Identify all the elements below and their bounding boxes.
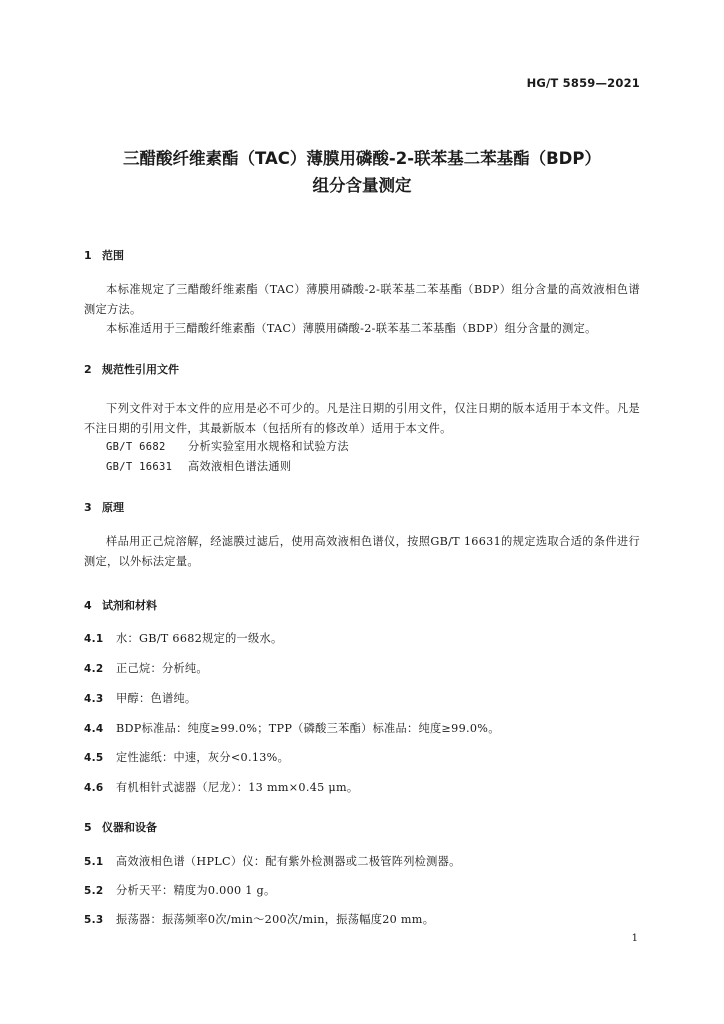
clause-number: 4.4 xyxy=(84,723,104,735)
section-number: 4 xyxy=(84,599,92,612)
reference-title: 高效液相色谱法通则 xyxy=(188,460,292,473)
section-number: 1 xyxy=(84,249,92,262)
section-3-paragraph-1: 样品用正己烷溶解，经滤膜过滤后，使用高效液相色谱仪，按照GB/T 16631的规定选取合适的条件进行测定，以外标法定量。 xyxy=(84,535,640,568)
section-number: 2 xyxy=(84,363,92,376)
section-title: 原理 xyxy=(102,501,124,514)
normative-reference xyxy=(106,438,349,454)
clause-number: 5.1 xyxy=(84,856,104,868)
section-3-heading xyxy=(84,499,124,515)
section-2-heading xyxy=(84,361,179,377)
section-title: 试剂和材料 xyxy=(102,599,157,612)
clause-item xyxy=(84,749,289,765)
clause-number: 4.3 xyxy=(84,693,104,705)
page-number: 1 xyxy=(631,933,638,944)
clause-item xyxy=(84,660,208,676)
document-title xyxy=(84,145,640,199)
clause-number: 5.3 xyxy=(84,914,104,926)
clause-text: 定性滤纸：中速，灰分<0.13%。 xyxy=(116,751,290,764)
clause-number: 4.5 xyxy=(84,752,104,764)
section-4-heading xyxy=(84,597,157,613)
normative-reference xyxy=(106,458,291,474)
standard-code: HG/T 5859—2021 xyxy=(526,76,640,90)
clause-item xyxy=(84,911,434,927)
clause-text: 正己烷：分析纯。 xyxy=(116,662,208,675)
clause-text: 水：GB/T 6682规定的一级水。 xyxy=(116,632,283,645)
clause-item xyxy=(84,630,283,646)
clause-text: 高效液相色谱（HPLC）仪：配有紫外检测器或二极管阵列检测器。 xyxy=(116,855,461,868)
clause-item xyxy=(84,690,196,706)
section-number: 5 xyxy=(84,821,92,834)
reference-code: GB/T 16631 xyxy=(106,461,173,473)
clause-text: 分析天平：精度为0.000 1 g。 xyxy=(116,884,276,897)
section-title: 范围 xyxy=(102,249,124,262)
section-title: 规范性引用文件 xyxy=(102,363,179,376)
clause-text: BDP标准品：纯度≥99.0%；TPP（磷酸三苯酯）标准品：纯度≥99.0%。 xyxy=(116,722,500,735)
clause-text: 振荡器：振荡频率0次/min～200次/min，振荡幅度20 mm。 xyxy=(116,913,435,926)
clause-number: 5.2 xyxy=(84,885,104,897)
section-2-paragraph-1: 下列文件对于本文件的应用是必不可少的。凡是注日期的引用文件，仅注日期的版本适用于本文件。凡是不注日期的引用文件，其最新版本（包括所有的修改单）适用于本文件。 xyxy=(84,402,640,435)
section-number: 3 xyxy=(84,501,92,514)
reference-code: GB/T 6682 xyxy=(106,441,166,453)
clause-number: 4.1 xyxy=(84,633,104,645)
clause-number: 4.2 xyxy=(84,663,104,675)
section-1-paragraph-1: 本标准规定了三醋酸纤维素酯（TAC）薄膜用磷酸-2-联苯基二苯基酯（BDP）组分含量的高效液相色谱测定方法。 xyxy=(84,283,640,316)
title-line-1: 三醋酸纤维素酯（TAC）薄膜用磷酸-2-联苯基二苯基酯（BDP） xyxy=(123,149,601,168)
clause-number: 4.6 xyxy=(84,782,104,794)
section-title: 仪器和设备 xyxy=(102,821,157,834)
clause-text: 有机相针式滤器（尼龙）：13 mm×0.45 μm。 xyxy=(116,781,359,794)
clause-item xyxy=(84,779,358,795)
section-1-paragraph-2: 本标准适用于三醋酸纤维素酯（TAC）薄膜用磷酸-2-联苯基二苯基酯（BDP）组分含量的测定。 xyxy=(106,322,597,335)
title-line-2: 组分含量测定 xyxy=(312,176,412,195)
clause-item xyxy=(84,882,276,898)
section-5-heading xyxy=(84,819,157,835)
clause-item xyxy=(84,720,500,736)
section-1-heading xyxy=(84,247,124,263)
clause-item xyxy=(84,853,461,869)
reference-title: 分析实验室用水规格和试验方法 xyxy=(188,440,349,453)
clause-text: 甲醇：色谱纯。 xyxy=(116,692,197,705)
